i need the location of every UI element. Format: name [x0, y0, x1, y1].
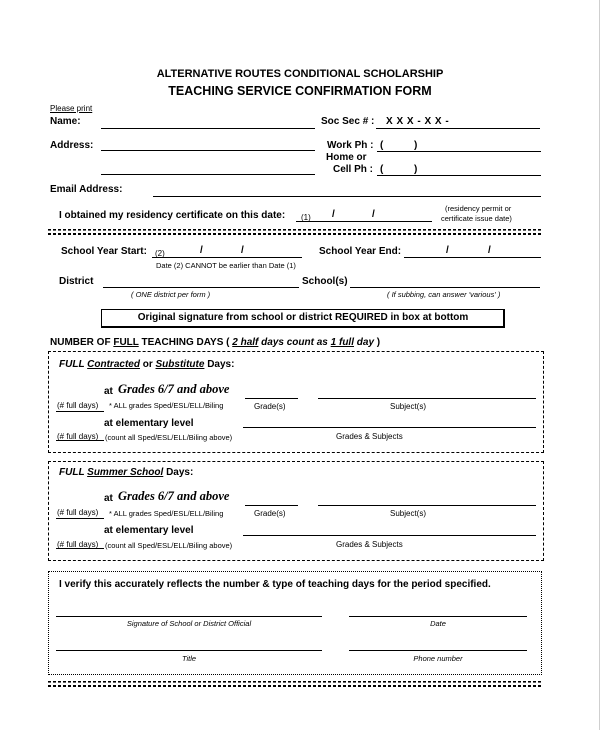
address-field-line2[interactable] [101, 174, 315, 175]
regular-substitute: Substitute [155, 359, 205, 370]
summer-at-label: at [104, 493, 113, 504]
official-title-field[interactable] [56, 650, 322, 651]
email-label: Email Address: [50, 184, 123, 195]
official-title-label: Title [181, 654, 197, 663]
cell-phone-label: Cell Ph : [333, 164, 374, 175]
official-signature-label: Signature of School or District Official [126, 619, 252, 628]
heading-mid: TEACHING DAYS ( [141, 337, 230, 348]
schools-label: School(s) [302, 276, 348, 287]
cell-phone-paren-open: ( [380, 164, 384, 175]
home-or-label: Home or [326, 152, 367, 163]
end-date-slash-b: / [488, 245, 491, 256]
regular-grades-subjects-label: Grades & Subjects [336, 432, 403, 441]
date-2-slash-a: / [200, 245, 203, 256]
summer-grades-subjects-label: Grades & Subjects [336, 540, 403, 549]
section-divider [48, 229, 543, 235]
regular-days: Days: [207, 359, 235, 370]
signature-required-text: Original signature from school or district REQUIRED in box at bottom [137, 312, 469, 323]
regular-days-heading [59, 359, 234, 370]
soc-sec-field[interactable] [376, 128, 540, 129]
soc-sec-label: Soc Sec # : [321, 116, 375, 127]
date-order-note: Date (2) CANNOT be earlier than Date (1) [156, 261, 296, 270]
regular-full: FULL [59, 359, 85, 370]
residency-note-line2: certificate issue date) [441, 214, 512, 223]
date-2-marker: (2) [155, 249, 165, 258]
summer-subjects-col: Subject(s) [390, 509, 427, 518]
official-phone-label: Phone number [413, 654, 463, 663]
work-phone-paren-open: ( [380, 140, 384, 151]
heading-count-as: days count as [261, 337, 328, 348]
address-label: Address: [50, 140, 94, 151]
date-1-slash-a: / [332, 209, 335, 220]
verification-statement: I verify this accurately reflects the number & type of teaching days for the period specified. [59, 579, 491, 590]
schools-field[interactable] [350, 287, 540, 288]
date-1-marker: (1) [301, 213, 311, 222]
regular-grades-col: Grade(s) [254, 402, 286, 411]
regular-subjects-col: Subject(s) [390, 402, 427, 411]
heading-one-full: 1 full [330, 337, 354, 348]
school-year-end-field[interactable] [404, 257, 541, 258]
summer-elementary-grades-subjects-field[interactable] [243, 535, 536, 536]
form-subtitle: ALTERNATIVE ROUTES CONDITIONAL SCHOLARSHIP [156, 68, 444, 80]
regular-at-label: at [104, 386, 113, 397]
district-note: ( ONE district per form ) [131, 290, 211, 299]
regular-elementary-label: at elementary level [104, 418, 194, 429]
summer-days-heading [59, 467, 193, 478]
regular-elementary-days-label: (# full days) [57, 432, 99, 441]
district-label: District [59, 276, 94, 287]
residency-note-line1: (residency permit or [445, 204, 512, 213]
work-phone-label: Work Ph : [327, 140, 374, 151]
summer-upper-days-label: (# full days) [57, 508, 99, 517]
regular-upper-days-label: (# full days) [57, 401, 99, 410]
summer-elementary-label: at elementary level [104, 525, 194, 536]
please-print-note: Please print [50, 104, 93, 113]
date-1-slash-b: / [372, 209, 375, 220]
summer-grades-67-label: Grades 6/7 and above [118, 489, 230, 503]
summer-upper-subjects-field[interactable] [318, 505, 536, 506]
heading-full: FULL [113, 337, 139, 348]
official-signature-field[interactable] [56, 616, 322, 617]
email-field[interactable] [153, 196, 541, 197]
heading-day: day [356, 337, 375, 348]
regular-all-grades-note: * ALL grades Sped/ESL/ELL/Biling [109, 401, 224, 410]
work-phone-paren-close: ) [414, 140, 418, 151]
work-phone-field[interactable] [377, 151, 541, 152]
signature-date-field[interactable] [349, 616, 527, 617]
bottom-divider [48, 681, 543, 687]
heading-close: ) [376, 337, 381, 348]
summer-grades-col: Grade(s) [254, 509, 286, 518]
regular-grades-67-label: Grades 6/7 and above [118, 382, 230, 396]
summer-upper-days-field[interactable] [56, 518, 104, 519]
address-field-line1[interactable] [101, 150, 315, 151]
teaching-days-heading [50, 337, 380, 348]
end-date-slash-a: / [446, 245, 449, 256]
summer-all-grades-note: * ALL grades Sped/ESL/ELL/Biling [109, 509, 224, 518]
signature-date-label: Date [430, 619, 446, 628]
regular-count-all-note: (count all Sped/ESL/ELL/Biling above) [105, 433, 233, 442]
summer-upper-grades-field[interactable] [245, 505, 298, 506]
date-2-slash-b: / [241, 245, 244, 256]
cell-phone-paren-close: ) [414, 164, 418, 175]
school-year-start-field[interactable] [152, 257, 302, 258]
school-year-end-label: School Year End: [319, 246, 402, 257]
residency-label: I obtained my residency certificate on this date: [59, 210, 286, 221]
residency-date-field[interactable] [296, 221, 432, 222]
district-field[interactable] [103, 287, 299, 288]
regular-upper-grades-field[interactable] [245, 398, 298, 399]
heading-prefix: NUMBER OF [50, 337, 111, 348]
form-title: TEACHING SERVICE CONFIRMATION FORM [168, 84, 432, 98]
summer-school: Summer School [87, 467, 164, 478]
cell-phone-field[interactable] [377, 175, 541, 176]
regular-or: or [142, 359, 153, 370]
summer-days: Days: [166, 467, 194, 478]
name-field[interactable] [101, 128, 315, 129]
summer-elementary-days-label: (# full days) [57, 540, 99, 549]
regular-contracted: Contracted [87, 359, 140, 370]
summer-count-all-note: (count all Sped/ESL/ELL/Biling above) [105, 541, 233, 550]
regular-upper-subjects-field[interactable] [318, 398, 536, 399]
regular-upper-days-field[interactable] [56, 411, 104, 412]
name-label: Name: [50, 116, 81, 127]
soc-sec-mask: X X X - X X - [386, 116, 450, 127]
school-year-start-label: School Year Start: [61, 246, 147, 257]
official-phone-field[interactable] [349, 650, 527, 651]
schools-note: ( If subbing, can answer 'various' ) [387, 290, 501, 299]
regular-elementary-grades-subjects-field[interactable] [243, 427, 536, 428]
heading-half-count: 2 half [232, 337, 259, 348]
summer-full: FULL [59, 467, 85, 478]
